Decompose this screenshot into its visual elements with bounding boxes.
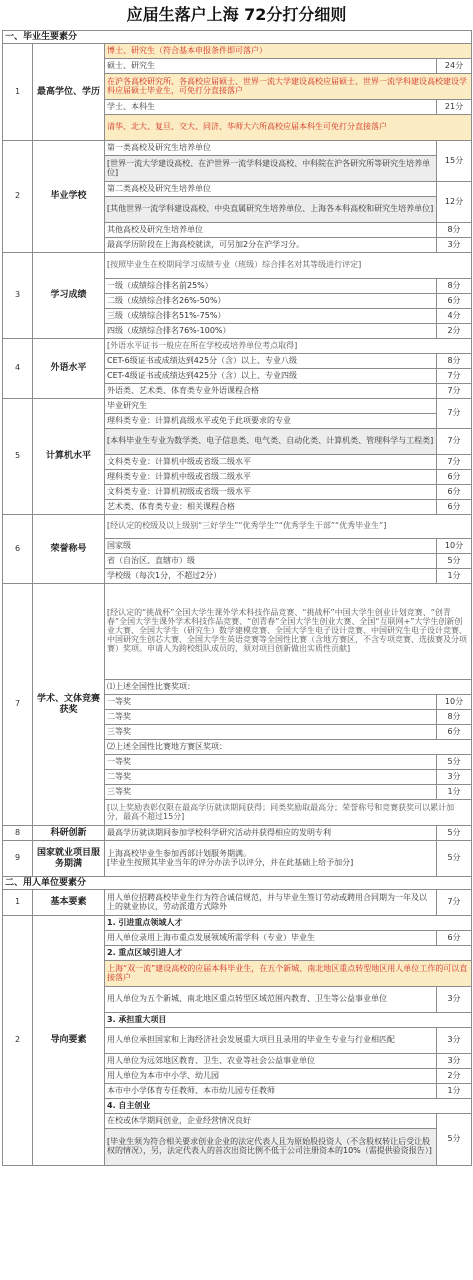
row-index: 3 — [3, 253, 33, 339]
score-cell: 2分 — [437, 324, 472, 339]
score-cell: 7分 — [437, 429, 472, 455]
sub-heading: ⑴上述全国性比赛奖项： — [105, 680, 472, 695]
competition-list-note: [经认定的“挑战杯”全国大学生课外学术科技作品竞赛、“挑战杯”中国大学生创业计划竞赛、“创青春”全国大学生课外学术科技作品竞赛、“创青春”全国大学生创业大赛、全国“互联网+”大学生创新创业大赛、全国大学生（研究生）数学建模竞赛、全国大学生电子设计竞赛、中国研究生电子设计竞赛、中国研究生创芯大赛、全国大学生英语竞赛等全国性比赛（含地方赛区，不含专项竞赛、选拔赛及分项赛）奖项。申请人为跨校组队成员的，须对项目创新做出实质性贡献] — [105, 584, 472, 680]
criteria-text: 文科类专业：计算机中级或省级二级水平 — [105, 455, 437, 470]
criteria-text: 学校级（每次1分，不超过2分） — [105, 569, 437, 584]
score-cell: 6分 — [437, 485, 472, 500]
highlight-note: 博士、研究生（符合基本申报条件即可落户） — [105, 44, 472, 59]
criteria-text: 省（自治区、直辖市）级 — [105, 554, 437, 569]
criteria-text: 文科类专业：计算机初级或省级一级水平 — [105, 485, 437, 500]
item-name: 导向要素 — [33, 916, 105, 1166]
item-name: 国家就业项目服务期满 — [33, 841, 105, 877]
score-cell: 7分 — [437, 384, 472, 399]
table-row — [3, 44, 472, 59]
score-cell: 8分 — [437, 710, 472, 725]
criteria-text: 硕士、研究生 — [105, 59, 437, 74]
criteria-text: 用人单位承担国家和上海经济社会发展重大项目且录用的毕业生专业与行业相匹配 — [105, 1028, 437, 1054]
table-row — [3, 515, 472, 539]
row-index: 7 — [3, 584, 33, 826]
sub-heading: 2. 重点区域引进人才 — [105, 946, 472, 961]
criteria-text: 用人单位为远郊地区教育、卫生、农业等社会公益事业单位 — [105, 1054, 437, 1069]
criteria-text: 一级（成绩综合排名前25%） — [105, 279, 437, 294]
criteria-text: 国家级 — [105, 539, 437, 554]
item-name: 毕业学校 — [33, 141, 105, 253]
criteria-text: 外语类、艺术类、体育类专业外语课程合格 — [105, 384, 437, 399]
criteria-text: 理科类专业：计算机高级水平或免于此项要求的专业 — [105, 414, 437, 429]
item-name: 最高学位、学历 — [33, 44, 105, 141]
item-name: 荣誉称号 — [33, 515, 105, 584]
criteria-text: 最高学历就读期间参加学校科学研究活动并获得相应的发明专利 — [105, 826, 437, 841]
score-cell: 6分 — [437, 294, 472, 309]
criteria-text: 学士、本科生 — [105, 100, 437, 115]
criteria-text: 其他高校及研究生培养单位 — [105, 223, 437, 238]
sub-heading: 1. 引进重点领域人才 — [105, 916, 472, 931]
highlight-note: 在沪各高校研究所、各高校应届硕士、世界一流大学建设高校应届硕士、世界一流学科建设高校建设学科应届硕士毕业生，可免打分直接落户 — [105, 74, 472, 100]
score-cell: 7分 — [437, 399, 472, 429]
section-header-row — [3, 31, 472, 44]
criteria-text: 一等奖 — [105, 755, 437, 770]
score-cell: 7分 — [437, 369, 472, 384]
criteria-note: [世界一流大学建设高校、在沪世界一流学科建设高校、中科院在沪各研究所等研究生培养单位] — [105, 156, 437, 182]
score-cell: 24分 — [437, 59, 472, 74]
score-cell: 5分 — [437, 826, 472, 841]
highlight-note: 上海“双一流”建设高校的应届本科毕业生，在五个新城、南北地区重点转型地区用人单位工作的可以直接落户 — [105, 961, 472, 987]
criteria-note: [以上奖励表彰仅限在最高学历就读期间获得；同类奖励取最高分；荣誉称号和竞赛获奖可以累计加分，最高不超过15分] — [105, 800, 472, 826]
table-row — [3, 141, 472, 156]
score-cell: 7分 — [437, 455, 472, 470]
criteria-text: 二级（成绩综合排名26%-50%） — [105, 294, 437, 309]
criteria-text: 用人单位录用上海市重点发展领域所需学科（专业）毕业生 — [105, 931, 437, 946]
criteria-text: 二等奖 — [105, 710, 437, 725]
section-header: 二、用人单位要素分 — [3, 877, 472, 890]
criteria-text: CET-4级证书或成绩达到425分（含）以上、专业四级 — [105, 369, 437, 384]
criteria-text: 四级（成绩综合排名76%-100%） — [105, 324, 437, 339]
score-cell: 8分 — [437, 279, 472, 294]
criteria-note: [经认定的校级及以上级别“三好学生”“优秀学生”“优秀学生干部”“优秀毕业生”] — [105, 515, 472, 539]
item-name: 计算机水平 — [33, 399, 105, 515]
score-cell: 3分 — [437, 1054, 472, 1069]
criteria-note: [毕业生须为符合相关要求创业企业的法定代表人且为原始股投资人（不含股权转让后受让股权的情况），另，法定代表人的首次出资比例不低于公司注册资本的10%（需提供验资报告）] — [105, 1129, 437, 1166]
table-row — [3, 399, 472, 414]
score-cell: 2分 — [437, 1069, 472, 1084]
score-cell: 3分 — [437, 770, 472, 785]
row-index: 8 — [3, 826, 33, 841]
score-cell: 5分 — [437, 1114, 472, 1166]
score-cell: 3分 — [437, 1028, 472, 1054]
sub-heading: 4. 自主创业 — [105, 1099, 472, 1114]
row-index: 2 — [3, 916, 33, 1166]
table-row — [3, 826, 472, 841]
item-name: 外语水平 — [33, 339, 105, 399]
score-cell: 6分 — [437, 931, 472, 946]
row-index: 1 — [3, 890, 33, 916]
row-index: 2 — [3, 141, 33, 253]
criteria-note: [本科毕业生专业为数学类、电子信息类、电气类、自动化类、计算机类、管理科学与工程类] — [105, 429, 437, 455]
row-index: 9 — [3, 841, 33, 877]
criteria-text: 本市中小学体育专任教师、本市幼儿园专任教师 — [105, 1084, 437, 1099]
score-cell: 6分 — [437, 470, 472, 485]
score-cell: 3分 — [437, 987, 472, 1013]
score-cell: 1分 — [437, 569, 472, 584]
highlight-note: 清华、北大、复旦、交大、同济、华师大六所高校应届本科生可免打分直接落户 — [105, 115, 472, 141]
sub-heading: ⑵上述全国性比赛地方赛区奖项： — [105, 740, 472, 755]
table-row — [3, 584, 472, 680]
item-name: 科研创新 — [33, 826, 105, 841]
score-cell: 5分 — [437, 755, 472, 770]
score-cell: 5分 — [437, 841, 472, 877]
criteria-text: 二等奖 — [105, 770, 437, 785]
score-cell: 21分 — [437, 100, 472, 115]
row-index: 5 — [3, 399, 33, 515]
criteria-text: 一等奖 — [105, 695, 437, 710]
criteria-text: 在校或休学期间创业，企业经营情况良好 — [105, 1114, 437, 1129]
table-row — [3, 841, 472, 877]
table-row — [3, 253, 472, 279]
score-cell: 15分 — [437, 141, 472, 182]
score-table — [2, 30, 472, 1166]
score-cell: 6分 — [437, 500, 472, 515]
score-cell: 1分 — [437, 785, 472, 800]
item-name: 学术、文体竞赛获奖 — [33, 584, 105, 826]
criteria-text: CET-6级证书或成绩达到425分（含）以上、专业八级 — [105, 354, 437, 369]
criteria-text: 最高学历阶段在上海高校就读，可另加2分在沪学习分。 — [105, 238, 437, 253]
criteria-text: 用人单位为五个新城、南北地区重点转型区域范围内教育、卫生等公益事业单位 — [105, 987, 437, 1013]
score-cell: 8分 — [437, 223, 472, 238]
score-cell: 8分 — [437, 354, 472, 369]
section-header-row — [3, 877, 472, 890]
criteria-text: 三等奖 — [105, 785, 437, 800]
row-index: 6 — [3, 515, 33, 584]
criteria-text: 用人单位招聘高校毕业生行为符合诚信规范，并与毕业生签订劳动或聘用合同期为一年及以上的就业协议，劳动派遣方式除外 — [105, 890, 437, 916]
criteria-text: 第一类高校及研究生培养单位 — [105, 141, 437, 156]
row-index: 4 — [3, 339, 33, 399]
score-cell: 10分 — [437, 539, 472, 554]
table-row — [3, 916, 472, 931]
table-row — [3, 339, 472, 354]
criteria-text: 艺术类、体育类专业：相关课程合格 — [105, 500, 437, 515]
criteria-note: [按照毕业生在校期间学习成绩专业（班级）综合排名对其等级进行评定] — [105, 253, 472, 279]
score-cell: 3分 — [437, 238, 472, 253]
criteria-text: 理科类专业：计算机中级或省级二级水平 — [105, 470, 437, 485]
row-index: 1 — [3, 44, 33, 141]
item-name: 基本要素 — [33, 890, 105, 916]
criteria-text: 第二类高校及研究生培养单位 — [105, 182, 437, 197]
section-header: 一、毕业生要素分 — [3, 31, 472, 44]
criteria-note: [外语水平证书一般应在所在学校或培养单位考点取得] — [105, 339, 472, 354]
criteria-text: 上海高校毕业生参加西部计划服务期满。 [毕业生按照其毕业当年的评分办法予以评分，并在此基础上给予加分] — [105, 841, 437, 877]
page-title: 应届生落户上海 72分打分细则 — [126, 5, 347, 24]
score-cell: 10分 — [437, 695, 472, 710]
criteria-text: 三级（成绩综合排名51%-75%） — [105, 309, 437, 324]
table-row — [3, 890, 472, 916]
score-cell: 12分 — [437, 182, 472, 223]
score-cell: 5分 — [437, 554, 472, 569]
sub-heading: 3. 承担重大项目 — [105, 1013, 472, 1028]
score-cell: 4分 — [437, 309, 472, 324]
score-cell: 1分 — [437, 1084, 472, 1099]
criteria-text: 用人单位为本市中小学、幼儿园 — [105, 1069, 437, 1084]
criteria-text: 毕业研究生 — [105, 399, 437, 414]
item-name: 学习成绩 — [33, 253, 105, 339]
score-cell: 6分 — [437, 725, 472, 740]
score-cell: 7分 — [437, 890, 472, 916]
criteria-note: [其他世界一流学科建设高校、中央直属研究生培养单位、上海各本科高校和研究生培养单位] — [105, 197, 437, 223]
criteria-text: 三等奖 — [105, 725, 437, 740]
